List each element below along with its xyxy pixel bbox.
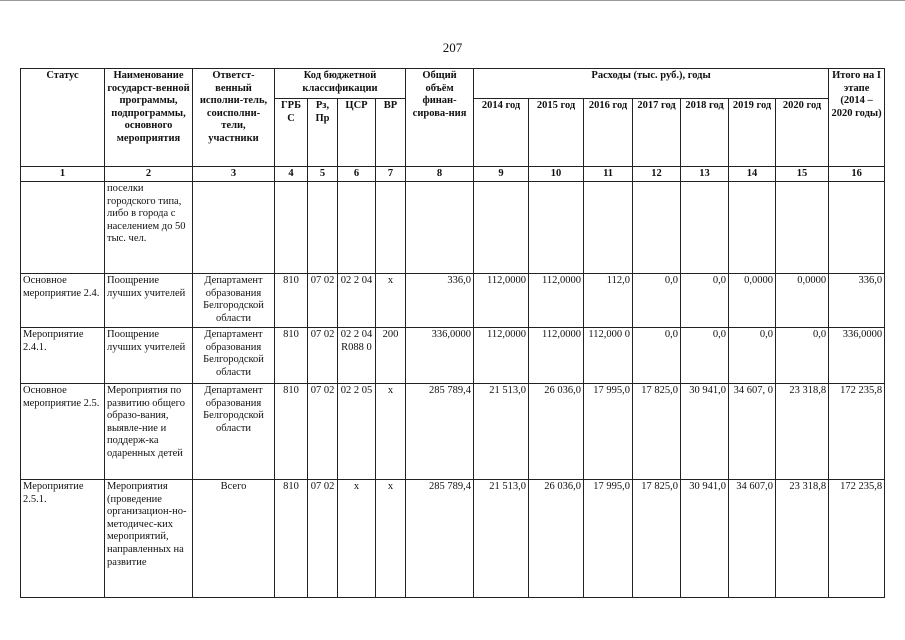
row-grbs: 810 [275, 274, 308, 328]
row-rzpr [308, 182, 338, 274]
row-stage-total: 172 235,8 [829, 384, 885, 480]
column-number: 16 [829, 167, 885, 182]
row-csr: 02 2 04 R088 0 [338, 328, 376, 384]
row-status: Мероприятие 2.4.1. [21, 328, 105, 384]
column-number: 8 [406, 167, 474, 182]
row-total: 285 789,4 [406, 384, 474, 480]
row-year-2014: 21 513,0 [474, 384, 529, 480]
row-year-2018: 30 941,0 [681, 384, 729, 480]
table-row [21, 384, 885, 480]
row-stage-total [829, 182, 885, 274]
row-year-2020: 23 318,8 [776, 480, 829, 598]
row-year-2018 [681, 182, 729, 274]
header-year-2018: 2018 год [681, 99, 729, 167]
row-year-2018: 0,0 [681, 328, 729, 384]
table-row [21, 274, 885, 328]
header-budget-code: Код бюджетной классификации [275, 69, 406, 99]
column-number: 3 [193, 167, 275, 182]
row-vr: х [376, 274, 406, 328]
column-number: 7 [376, 167, 406, 182]
table-row [21, 480, 885, 598]
row-csr: 02 2 04 [338, 274, 376, 328]
row-name: поселки городского типа, либо в города с населением до 50 тыс. чел. [105, 182, 193, 274]
header-year-2016: 2016 год [584, 99, 633, 167]
header-year-2019: 2019 год [729, 99, 776, 167]
row-vr: х [376, 384, 406, 480]
row-year-2019: 34 607, 0 [729, 384, 776, 480]
header-stage-total: Итого на I этапе (2014 – 2020 годы) [829, 69, 885, 167]
row-total: 336,0000 [406, 328, 474, 384]
row-year-2015: 26 036,0 [529, 384, 584, 480]
header-csr: ЦСР [338, 99, 376, 167]
column-number: 14 [729, 167, 776, 182]
table-row [21, 328, 885, 384]
column-number: 11 [584, 167, 633, 182]
page-number: 207 [442, 40, 463, 55]
header-vr: ВР [376, 99, 406, 167]
header-year-2017: 2017 год [633, 99, 681, 167]
row-status [21, 182, 105, 274]
row-year-2017: 0,0 [633, 274, 681, 328]
row-year-2014: 112,0000 [474, 328, 529, 384]
header-year-2015: 2015 год [529, 99, 584, 167]
row-year-2018: 0,0 [681, 274, 729, 328]
row-status: Основное мероприятие 2.4. [21, 274, 105, 328]
row-status: Основное мероприятие 2.5. [21, 384, 105, 480]
row-responsible: Департамент образования Белгородской области [193, 274, 275, 328]
row-year-2016 [584, 182, 633, 274]
row-total: 285 789,4 [406, 480, 474, 598]
header-year-2014: 2014 год [474, 99, 529, 167]
row-responsible [193, 182, 275, 274]
row-year-2020: 0,0 [776, 328, 829, 384]
row-year-2016: 112,0 [584, 274, 633, 328]
row-name: Мероприятия по развитию общего образо-вания, выявле-ние и поддерж-ка одаренных детей [105, 384, 193, 480]
header-name: Наименование государст-венной программы, подпрограммы, основного мероприятия [105, 69, 193, 167]
column-number: 15 [776, 167, 829, 182]
column-number: 9 [474, 167, 529, 182]
row-total [406, 182, 474, 274]
row-year-2020: 23 318,8 [776, 384, 829, 480]
header-grbs: ГРБ С [275, 99, 308, 167]
row-responsible: Департамент образования Белгородской области [193, 384, 275, 480]
column-number: 5 [308, 167, 338, 182]
row-vr: 200 [376, 328, 406, 384]
row-stage-total: 336,0 [829, 274, 885, 328]
header-total-volume: Общий объём финан-сирова-ния [406, 69, 474, 167]
row-rzpr: 07 02 [308, 480, 338, 598]
row-year-2016: 112,000 0 [584, 328, 633, 384]
row-year-2019: 0,0 [729, 328, 776, 384]
row-responsible: Всего [193, 480, 275, 598]
row-vr: х [376, 480, 406, 598]
row-responsible: Департамент образования Белгородской области [193, 328, 275, 384]
header-responsible: Ответст-венный исполни-тель, соисполни-тели, участники [193, 69, 275, 167]
row-year-2020 [776, 182, 829, 274]
row-name: Поощрение лучших учителей [105, 274, 193, 328]
row-rzpr: 07 02 [308, 274, 338, 328]
column-number: 13 [681, 167, 729, 182]
row-csr: 02 2 05 [338, 384, 376, 480]
row-rzpr: 07 02 [308, 384, 338, 480]
column-number-row [21, 167, 885, 182]
column-number: 4 [275, 167, 308, 182]
row-name: Поощрение лучших учителей [105, 328, 193, 384]
table-row [21, 182, 885, 274]
row-csr [338, 182, 376, 274]
row-status: Мероприятие 2.5.1. [21, 480, 105, 598]
column-number: 2 [105, 167, 193, 182]
row-name: Мероприятия (проведение организацион-но-методичес-ких мероприятий, направленных на развитие [105, 480, 193, 598]
row-vr [376, 182, 406, 274]
row-grbs: 810 [275, 480, 308, 598]
row-year-2015 [529, 182, 584, 274]
header-expenses: Расходы (тыс. руб.), годы [474, 69, 829, 99]
row-year-2014: 21 513,0 [474, 480, 529, 598]
row-grbs: 810 [275, 328, 308, 384]
row-year-2019: 34 607,0 [729, 480, 776, 598]
row-year-2019: 0,0000 [729, 274, 776, 328]
header-year-2020: 2020 год [776, 99, 829, 167]
row-total: 336,0 [406, 274, 474, 328]
row-year-2015: 112,0000 [529, 328, 584, 384]
row-year-2017: 17 825,0 [633, 384, 681, 480]
row-year-2018: 30 941,0 [681, 480, 729, 598]
row-year-2014: 112,0000 [474, 274, 529, 328]
column-number: 1 [21, 167, 105, 182]
row-year-2016: 17 995,0 [584, 480, 633, 598]
page-top-edge [0, 0, 905, 1]
row-grbs: 810 [275, 384, 308, 480]
row-stage-total: 172 235,8 [829, 480, 885, 598]
header-rzpr: Рз, Пр [308, 99, 338, 167]
row-stage-total: 336,0000 [829, 328, 885, 384]
row-grbs [275, 182, 308, 274]
row-year-2014 [474, 182, 529, 274]
row-year-2017: 0,0 [633, 328, 681, 384]
row-rzpr: 07 02 [308, 328, 338, 384]
row-csr: х [338, 480, 376, 598]
row-year-2015: 112,0000 [529, 274, 584, 328]
column-number: 12 [633, 167, 681, 182]
row-year-2020: 0,0000 [776, 274, 829, 328]
row-year-2017: 17 825,0 [633, 480, 681, 598]
budget-table [20, 68, 885, 598]
row-year-2017 [633, 182, 681, 274]
row-year-2015: 26 036,0 [529, 480, 584, 598]
column-number: 10 [529, 167, 584, 182]
row-year-2016: 17 995,0 [584, 384, 633, 480]
row-year-2019 [729, 182, 776, 274]
column-number: 6 [338, 167, 376, 182]
header-status: Статус [21, 69, 105, 167]
